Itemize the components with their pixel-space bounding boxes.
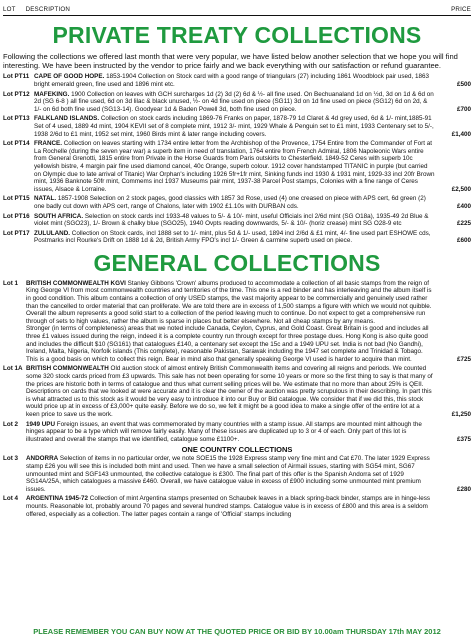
lot-name: NATAL. (34, 195, 57, 203)
lot-description (34, 140, 435, 193)
lot-text: Collection on leaves starting with 1734 entire letter from the Archbishop of the Provence, 1754 Entire from the Commander of Fort at La Rochelle (during the seven year war) a superb item in need of translation, 1764 entire from French Admiral, 1806 Napoleonic Wars entire from General Grenotti, 1815 entire from Private in the Horse Guards from Paris outskirts to Chesterfield. 1849-52 Ceres with superb 10c yellowish bistre, 4 margin pair fine used diamond cancel, 40c Orange, superb colour. 1912 cover handstamped TITANIC in purple (but carried on Olympic due to late arrival of Titanic) War Orphan's including 1926 5fr+1fr mint, Sinking funds incl 1930 & 1931 mint, 1929-33 incl 20fr Brown mint, 1936 Banknote 50fr mint, Commems incl 1937 Museums pair mint, 1937-38 Parcel Post stamps, Colonies with a fine range of Ceres issues, Alsace & Lorraine. (34, 140, 435, 193)
lot-text: 1853-1904 Collection on Stock card with a good range of triangulars (27) including 1861 Woodblock pair used, 1863 bright emerald green, fine used and 1896 mint etc. (34, 73, 430, 88)
lot-number: Lot PT13 (3, 115, 30, 123)
lot-price: £1,250 (451, 410, 471, 418)
lot-text: Selection of items in no particular order, we note SOE15 the 1928 Express stamp very fine mint and Cat £70. The later 1929 Express stamp £26 you will see this is included both mint and used. Then we have a small selection of Airmail issues, starting with SG54 mint, SG67 unmounted mint and SGF143 unmounted, the collective catalogue is £300. The final part of this offer is the Spanish Andorra set of 1929 SG14A/25A, which catalogues a massive £460. Overall, we have catalogue value in excess of £900 including some unmounted mint premium issues. (26, 455, 430, 493)
lot-price: £1,400 (451, 130, 471, 138)
lot-text: Selection on stock cards incl 1933-48 values to 5/- & 10/- mint, useful Officials incl 2/6d mint (SG O18a), 1935-49 2d Blue & violet mint (SGO23), 1/- Brown & chalky blue (SGO25), 1940 Ovpts reading downwards, 5/- & 10/- (horiz crease) mint SG O28-9 etc (34, 212, 429, 228)
catalogue-page (3, 0, 471, 520)
price-column-label: PRICE (451, 6, 471, 13)
lot-text: Collection on stock cards including 1869-76 Franks on paper, 1878-79 1d Claret & 4d grey used, 6d & 1/- mint,1885-91 Set of 4 used, 1889 4d mint, 1904 KEVII set of 8 complete mint, 1912 3/- mint, 1929 Whale & Penguin set to £1 mint, 1933 Centenary set to 5/-, 1938 2/6d to £1 mint, 1952 set mint, 1960 Birds mint & later range including covers. (34, 115, 434, 138)
section-subheading: ONE COUNTRY COLLECTIONS (181, 445, 293, 455)
lot-entry (3, 280, 471, 364)
lot-price: £400 (456, 202, 471, 210)
lot-number: Lot PT15 (3, 195, 30, 203)
lot-entry (3, 365, 471, 418)
lot-description (34, 230, 435, 245)
description-column-label: DESCRIPTION (25, 6, 71, 13)
lot-price: £725 (456, 355, 471, 363)
lot-number: Lot 2 (3, 420, 19, 428)
lot-price: £280 (456, 485, 471, 493)
lot-entry (3, 115, 471, 138)
lot-number: Lot 1 (3, 279, 19, 287)
lot-entry (3, 230, 471, 245)
lot-description (26, 421, 435, 444)
lot-name: FRANCE. (34, 140, 62, 148)
lot-text: 1900 Collection on leaves with GCH surcharges 1d (2) 3d (2) 6d & ½- all fine used. On Bechuanaland 1d on ½d, 3d on 1d & 6d on 2d (SG 6-8 ) all fine used, 6d on 3d lilac & black unused, ½- on 4d fine used on piece (SG11) 3d on 1d fine used on piece (SG12) 6d on 2d, & 1/- on 6d both fine used (SG13-14). Goodyear 1d & Baden Powell 3d, both fine used on piece. (34, 90, 434, 113)
lot-text: Stanley Gibbons 'Crown' albums produced to accommodate a collection of all basic stamps from the reign of King George VI from most commonwealth countries and territories of the time. This one is a red binder and has interleaving and the album itself is in good condition. This album contains a collection of only USED stamps, the vast majority appear to be commercially and genuinely used rather than the cancelled to order material that can proliferate. We are told there are in excess of 1,500 stamps a figure with which we would not quibble. Overall the album represents a good solid start to a collection of the period leaving much to continue. Do not expect to get a comprehensive run through of sets to high values, rather the album is sparse in places but better elsewhere. Not all cheap stamps by any means. Stronger (in terms of completeness) areas that we noted include Canada, Ceylon, Cyprus, and Gold Coast. Great Britain is good and includes all three £1 values issued during the reign, indeed it is a complete country run through except for three postage dues. Hong Kong is also quite good and includes the difficult $10 (SG161) that catalogues £140, a centenary set except the 15c and a 1949 UPU set. India is not bad (No Gandhi), Ireland, Malta, Nigeria, Norfolk islands (This complete), reasonable Pakistan, Sarawak including the 1947 set complete and Trinidad & Tobago. This is a good basis on which to collect this reign. Bear in mind also that generally speaking George VI used is harder to acquire than mint. (26, 279, 432, 363)
lot-name: MAFEKING. (34, 90, 70, 98)
lot-number: Lot PT12 (3, 90, 30, 98)
lot-text: Foreign issues, an event that was commemorated by many countries with a stamp issue. All stamps are mounted mint although the hinges appear to be a type which will remove fairly easily. Many of these issues are duplicated up to 3 or 4 of each. Only part of this lot is illustrated and overall the stamps that we identified, catalogue some £1100+. (26, 420, 422, 443)
lot-name: FALKLAND ISLANDS. (34, 115, 100, 123)
lot-name: CAPE OF GOOD HOPE. (34, 73, 105, 81)
lot-price: £2,500 (451, 185, 471, 193)
lot-name: BRITISH COMMONWEALTH KGVI (26, 279, 126, 287)
lot-number: Lot 4 (3, 495, 19, 503)
lot-entry (3, 455, 471, 493)
lot-number: Lot PT16 (3, 212, 30, 220)
lot-description (26, 495, 435, 518)
lot-entry (3, 91, 471, 114)
lot-name: ZULULAND. (34, 229, 71, 237)
lot-price: £225 (456, 220, 471, 228)
lot-description (34, 115, 435, 138)
lot-description (34, 195, 435, 210)
private-lot-list (3, 73, 471, 244)
lot-entry (3, 421, 471, 444)
lot-description (26, 280, 435, 364)
lot-description (26, 455, 435, 493)
column-header (3, 0, 471, 13)
lot-number: Lot PT17 (3, 229, 30, 237)
lot-name: BRITISH COMMONWEALTH (26, 365, 109, 373)
lot-name: 1949 UPU (26, 420, 56, 428)
lot-price: £600 (456, 237, 471, 245)
lot-description (34, 213, 435, 228)
lot-number: Lot PT11 (3, 73, 30, 81)
lot-name: ANDORRA (26, 455, 59, 463)
lot-description (34, 91, 435, 114)
footer-notice: PLEASE REMEMBER YOU CAN BUY NOW AT THE QUOTED PRICE OR BID BY 10.00am THURSDAY 17th MAY 2012 (33, 627, 441, 636)
lot-entry (3, 213, 471, 228)
lot-text: Old auction stock of almost entirely British Commonwealth items and covering all reigns and periods. We counted some 320 stock cards priced from £3 upwards. This sale has not been operating for some 10 years or more so the first thing to say is that many of the prices are historic both in terms of catalogue and thus what current selling prices will be. We estimate that no more than about 25% is QEII. Descriptions on cards that we looked at were accurate and it is clear the owner of the auction was pretty scrupulous in their describing. In part this is what attracted us to this stock as it would be very easy to introduce it into our Buy or Bid catalogue. We consider that if we did this, this stock would price up at in excess of £3,000+ quite easily. Before we do so, we felt it might be a good idea to make a single offer of the entire lot at a keen price to save us the work. (26, 365, 433, 418)
general-lot-list (3, 280, 471, 518)
general-collections-heading: GENERAL COLLECTIONS (93, 249, 381, 276)
lot-entry (3, 73, 471, 88)
private-treaty-heading: PRIVATE TREATY COLLECTIONS (52, 22, 422, 48)
lot-description (26, 365, 435, 418)
private-intro-text: Following the collections we offered last month that were very popular, we have listed below another selection that we hope you will find interesting. We have been instructed by the vendor to price fairly and we back everything with our satisfaction or refund guarantee. (3, 52, 458, 71)
lot-entry (3, 195, 471, 210)
lot-text: Collection of mint Argentina stamps presented on Schaubek leaves in a black spring-back binder, stamps are in hinge-less mounts. Reasonable lot, probably around 70 pages and several hundred stamps. Catalogue value is in excess of £800 and this area is a seldom offered, especially as a collection. The latter pages contain a range of 'Official' stamps including (26, 495, 431, 518)
lot-price: £500 (456, 81, 471, 88)
lot-price: £375 (456, 435, 471, 443)
lot-number: Lot 1A (3, 365, 23, 373)
lot-column-label: LOT (3, 6, 16, 13)
lot-number: Lot PT14 (3, 140, 30, 148)
lot-entry (3, 140, 471, 193)
lot-price: £700 (456, 105, 471, 113)
lot-text: 1857-1908 Selection on 2 stock pages, good classics with 1857 3d Rose, used (4) one creased on piece with APS cert, 6d green (2) one badly cut down with APS cert, range of Chalons, later with 1902 £1.10s with DURBAN cds. (34, 195, 426, 210)
lot-entry (3, 495, 471, 518)
lot-number: Lot 3 (3, 455, 19, 463)
lot-name: ARGENTINA 1945-72 (26, 495, 89, 503)
lot-text: Collection on Stock cards, incl 1888 set to 1/- mint, plus 5d & 1/- used, 1894 incl 2/6d & £1 mint, 4/- fine used part ESHOWE cds, Postmarks incl Rourke's Drift on 1888 1d & 2d, British Army FPO's incl 1/- Green & carmine superb used on piece. (34, 229, 431, 245)
lot-name: SOUTH AFRICA. (34, 212, 84, 220)
lot-description (34, 73, 435, 88)
header-divider (3, 15, 471, 16)
